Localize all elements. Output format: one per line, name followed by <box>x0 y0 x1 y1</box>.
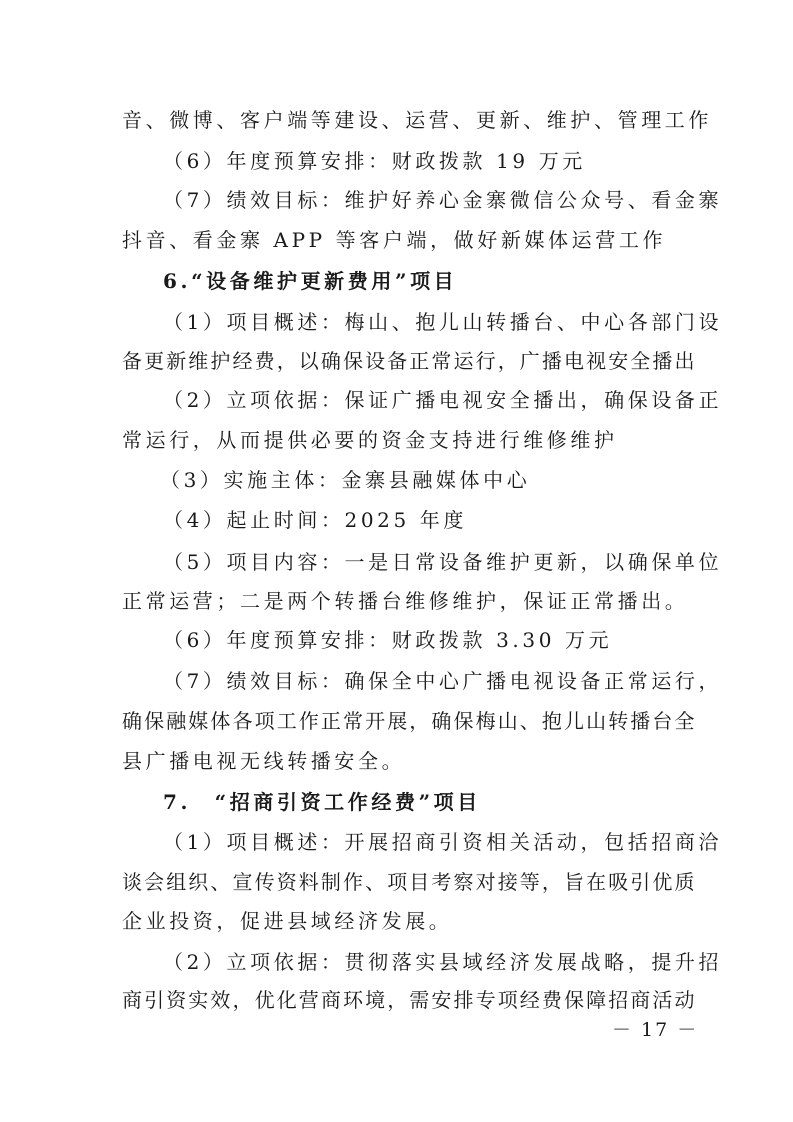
paragraph-line: （4）起止时间：2025 年度 <box>163 508 467 532</box>
paragraph-line: （2）立项依据：贯彻落实县域经济发展战略，提升招 <box>163 950 723 974</box>
page-number: － 17 － <box>612 1019 699 1041</box>
paragraph-line: （5）项目内容：一是日常设备维护更新，以确保单位 <box>163 550 723 574</box>
paragraph-line: 企业投资，促进县域经济发展。 <box>122 909 453 933</box>
section-heading: 7. “招商引资工作经费”项目 <box>163 790 481 814</box>
paragraph-line: 确保融媒体各项工作正常开展，确保梅山、抱儿山转播台全 <box>122 709 697 733</box>
paragraph-line: 备更新维护经费，以确保设备正常运行，广播电视安全播出 <box>122 349 697 373</box>
paragraph-line: 商引资实效，优化营商环境，需安排专项经费保障招商活动 <box>122 988 697 1012</box>
paragraph-line: 谈会组织、宣传资料制作、项目考察对接等，旨在吸引优质 <box>122 870 697 894</box>
paragraph-line: 常运行，从而提供必要的资金支持进行维修维护 <box>122 428 618 452</box>
paragraph-line: （1）项目概述：开展招商引资相关活动，包括招商洽 <box>163 830 723 854</box>
paragraph-line: （2）立项依据：保证广播电视安全播出，确保设备正 <box>163 388 723 412</box>
paragraph-line: （6）年度预算安排：财政拨款 19 万元 <box>163 149 586 173</box>
section-heading: 6.“设备维护更新费用”项目 <box>163 269 458 293</box>
paragraph-line: （7）绩效目标：确保全中心广播电视设备正常运行， <box>163 669 723 693</box>
paragraph-line: 正常运营；二是两个转播台维修维护，保证正常播出。 <box>122 589 689 613</box>
paragraph-line: 县广播电视无线转播安全。 <box>122 749 406 773</box>
paragraph-line: 抖音、看金寨 APP 等客户端，做好新媒体运营工作 <box>122 228 667 252</box>
paragraph-line: （3）实施主体：金寨县融媒体中心 <box>160 468 531 492</box>
paragraph-line: （1）项目概述：梅山、抱儿山转播台、中心各部门设 <box>163 310 723 334</box>
paragraph-line: 音、微博、客户端等建设、运营、更新、维护、管理工作 <box>122 108 712 132</box>
paragraph-line: （7）绩效目标：维护好养心金寨微信公众号、看金寨 <box>163 188 723 212</box>
paragraph-line: （6）年度预算安排：财政拨款 3.30 万元 <box>163 628 613 652</box>
